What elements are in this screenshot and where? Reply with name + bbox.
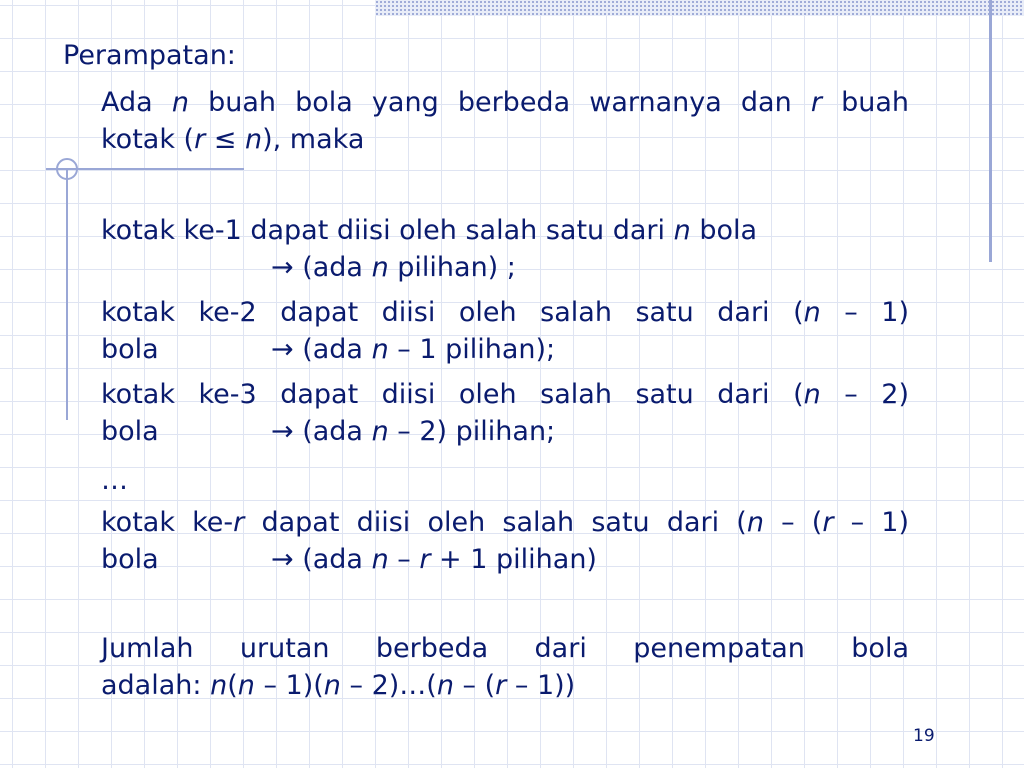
text-line: bola → (ada n – 1 pilihan);: [101, 334, 556, 365]
text-line: …: [101, 465, 128, 496]
text-line: kotak ke-2 dapat diisi oleh salah satu dari (n – 1): [101, 297, 909, 328]
page-number: 19: [913, 726, 935, 746]
slide-title: Perampatan:: [63, 40, 236, 71]
box-3-paragraph: [101, 376, 909, 450]
intro-paragraph: [101, 84, 909, 158]
text-line: bola → (ada n – 2) pilihan;: [101, 416, 556, 447]
text-line: adalah: n(n – 1)(n – 2)…(n – (r – 1)): [101, 670, 576, 701]
box-1-paragraph: [101, 212, 909, 286]
box-2-paragraph: [101, 294, 909, 368]
text-line: kotak ke-r dapat diisi oleh salah satu dari (n – (r – 1): [101, 507, 909, 538]
total-paragraph: [101, 630, 909, 704]
text-line: bola → (ada n – r + 1 pilihan): [101, 544, 597, 575]
text-line: Jumlah urutan berbeda dari penempatan bola: [101, 633, 909, 664]
ellipsis-line: [101, 462, 909, 499]
text-line: kotak ke-3 dapat diisi oleh salah satu dari (n – 2): [101, 379, 909, 410]
text-line: Ada n buah bola yang berbeda warnanya dan r buah: [101, 87, 909, 118]
text-line: kotak (r ≤ n), maka: [101, 124, 365, 155]
box-r-paragraph: [101, 504, 909, 578]
text-line: → (ada n pilihan) ;: [271, 252, 516, 283]
text-line: kotak ke-1 dapat diisi oleh salah satu dari n bola: [101, 215, 758, 246]
